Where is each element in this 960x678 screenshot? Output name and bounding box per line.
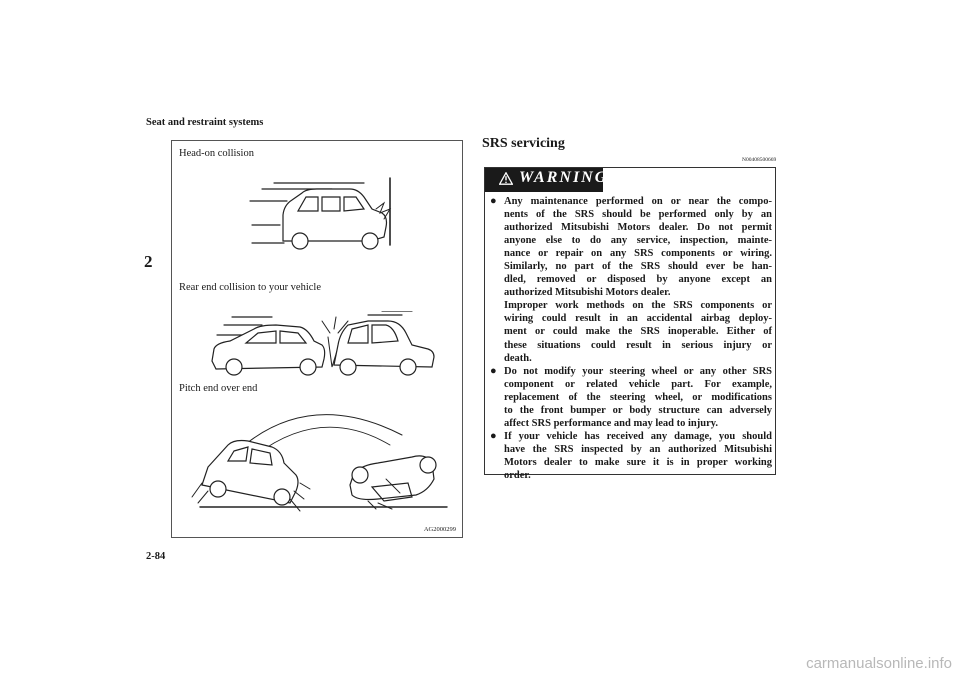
warning-item-text — [504, 430, 772, 482]
text-line: wiring could result in an accidental airbag deploy- — [504, 313, 772, 325]
text-line: affect SRS performance and may lead to injury. — [504, 418, 719, 430]
figure-label-rear-end: Rear end collision to your vehicle — [179, 282, 322, 293]
figure-code: AG2000299 — [423, 526, 456, 533]
warning-triangle-icon — [499, 172, 513, 185]
footer-watermark: carmanualsonline.info — [806, 655, 952, 672]
text-line: ment or could make the SRS inoperable. Either of — [504, 326, 772, 338]
text-line: Improper work methods on the SRS components or — [504, 300, 772, 312]
text-line: nance or repair on any SRS components or wiring. — [504, 248, 772, 260]
chapter-tab: 2 — [144, 252, 153, 271]
text-line: nents of the SRS should be performed only by an — [504, 209, 772, 221]
pitch-end-over-end-drawing — [172, 399, 462, 519]
text-line: to the front bumper or body structure can adversely — [504, 405, 772, 417]
section-code: N00408500669 — [742, 157, 777, 163]
rear-end-collision-drawing — [172, 311, 462, 381]
head-on-collision-drawing — [172, 175, 462, 255]
warning-header — [485, 168, 609, 192]
warning-title: WARNING — [519, 169, 609, 186]
section-heading: SRS servicing — [482, 136, 565, 151]
text-line: Motors dealer to make sure it is in proper working — [504, 457, 772, 469]
bullet-icon: ● — [490, 430, 497, 442]
text-line: these situations could result in serious injury or — [504, 339, 772, 351]
warning-item-text — [504, 365, 772, 430]
text-line: Similarly, no part of the SRS should ever be han- — [504, 261, 772, 273]
figure-label-pitch: Pitch end over end — [179, 383, 258, 394]
text-line: have the SRS inspected by an authorized Mitsubishi — [504, 444, 772, 456]
collision-illustration-panel — [171, 140, 463, 538]
text-line: Any maintenance performed on or near the compo- — [504, 196, 772, 207]
text-line: death. — [504, 352, 532, 364]
text-line: anyone else to do any service, inspection, mainte- — [504, 235, 772, 247]
page-header-title: Seat and restraint systems — [146, 117, 264, 128]
text-line: Do not modify your steering wheel or any other SRS — [504, 366, 772, 377]
text-line: replacement of the steering wheel, or modifications — [504, 392, 772, 404]
text-line: component or related vehicle part. For example, — [504, 379, 772, 391]
text-line: dled, removed or disposed by anyone except an — [504, 274, 772, 286]
text-line: order. — [504, 470, 531, 482]
text-line: If your vehicle has received any damage, you should — [504, 431, 772, 442]
bullet-icon: ● — [490, 195, 497, 207]
bullet-icon: ● — [490, 365, 497, 377]
text-line: authorized Mitsubishi Motors dealer. Do not permit — [504, 222, 772, 234]
page-number: 2-84 — [146, 551, 166, 562]
warning-item-text — [504, 195, 772, 365]
warning-box — [484, 167, 776, 482]
text-line: authorized Mitsubishi Motors dealer. — [504, 287, 671, 299]
figure-label-head-on: Head-on collision — [179, 148, 254, 159]
